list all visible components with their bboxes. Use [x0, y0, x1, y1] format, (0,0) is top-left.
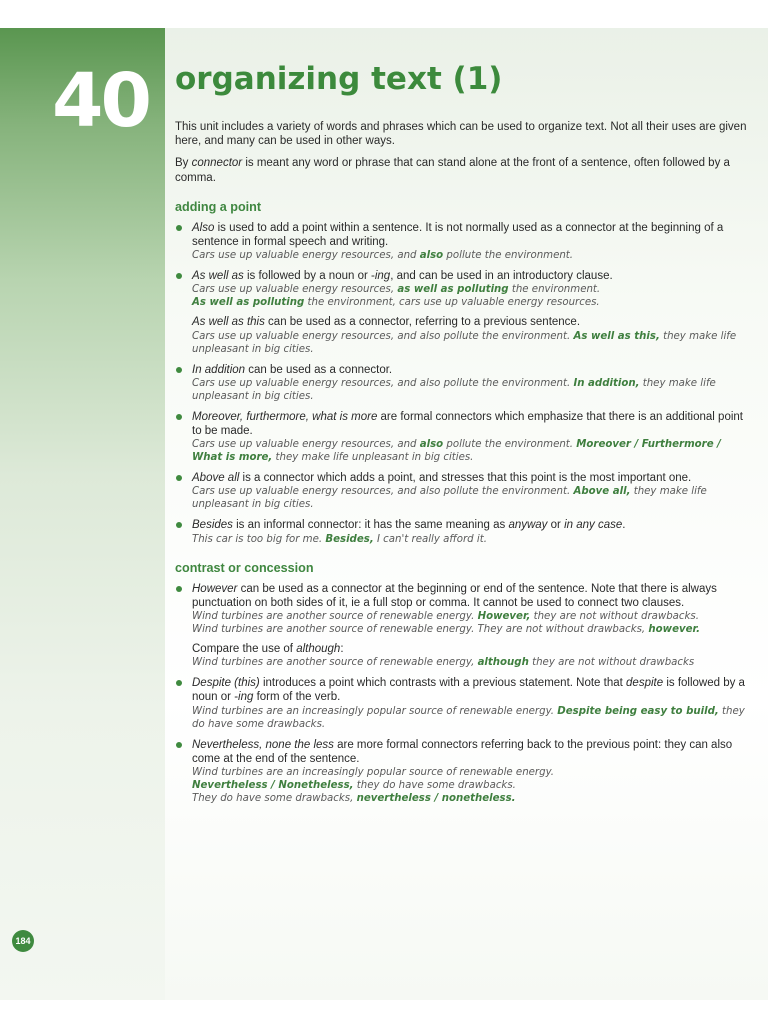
unit-color-band	[0, 28, 165, 1000]
bullet-icon	[176, 742, 182, 748]
example-sentence: Wind turbines are an increasingly popular source of renewable energy. Despite being easy to build, they do have some drawbacks.	[192, 705, 745, 730]
example-sentence: As well as polluting the environment, cars use up valuable energy resources.	[192, 297, 600, 309]
bullet-item	[175, 518, 750, 545]
rule-text: Nevertheless, none the less are more formal connectors referring back to the previous point: they can also come at the end of the sentence.	[192, 738, 733, 765]
bullet-item	[175, 363, 750, 403]
rule-text: Compare the use of although:	[192, 643, 344, 656]
example-sentence: This car is too big for me. Besides, I can't really afford it.	[192, 533, 487, 545]
example-sentence: Wind turbines are an increasingly popular source of renewable energy.	[192, 767, 555, 779]
bullet-icon	[176, 586, 182, 592]
bullet-icon	[176, 225, 182, 231]
example-sentence: Cars use up valuable energy resources, and also pollute the environment.	[192, 250, 574, 262]
rule-text: In addition can be used as a connector.	[192, 363, 393, 376]
example-sentence: Nevertheless / Nonetheless, they do have some drawbacks.	[192, 780, 516, 792]
section-heading: contrast or concession	[175, 560, 314, 575]
bullet-icon	[176, 522, 182, 528]
bullet-list	[175, 582, 750, 805]
bullet-item	[175, 738, 750, 805]
section-heading: adding a point	[175, 199, 262, 214]
bullet-item	[175, 221, 750, 262]
intro-paragraph: This unit includes a variety of words and phrases which can be used to organize text. Not all their uses are given here, and many can be used in other ways.	[175, 121, 747, 148]
intro-paragraph: By connector is meant any word or phrase that can stand alone at the front of a sentence, often followed by a comma.	[175, 157, 730, 184]
example-sentence: Cars use up valuable energy resources, and also pollute the environment. Moreover / Furthermore / What is more, they make life unpleasant in big cities.	[192, 439, 721, 464]
bullet-item	[175, 582, 750, 670]
rule-text: As well as is followed by a noun or -ing, and can be used in an introductory clause.	[192, 270, 613, 283]
top-margin	[0, 0, 768, 28]
bullet-item	[175, 676, 750, 730]
sections-container	[175, 199, 750, 805]
example-sentence: Wind turbines are another source of renewable energy. However, they are not without drawbacks.	[192, 611, 699, 623]
example-sentence: Cars use up valuable energy resources, and also pollute the environment. In addition, they make life unpleasant in big cities.	[192, 377, 716, 402]
bullet-item	[175, 410, 750, 464]
unit-title: organizing text (1)	[175, 61, 503, 97]
rule-text: Also is used to add a point within a sentence. It is not normally used as a connector at the beginning of a sentence in formal speech and writing.	[192, 221, 724, 249]
bullet-item	[175, 471, 750, 511]
rule-text: Moreover, furthermore, what is more are formal connectors which emphasize that there is an additional point to be made.	[192, 410, 743, 438]
bullet-icon	[176, 475, 182, 481]
example-sentence: Cars use up valuable energy resources, and also pollute the environment. As well as this, they make life unpleasant in big cities.	[192, 330, 737, 355]
bullet-icon	[176, 414, 182, 420]
rule-text: However can be used as a connector at the beginning or end of the sentence. Note that there is always punctuation on both sides of it, ie a full stop or comma. It cannot be used to connect two clauses.	[192, 582, 717, 609]
bullet-item	[175, 269, 750, 355]
example-sentence: Wind turbines are another source of renewable energy, although they are not without drawbacks	[192, 657, 695, 669]
bullet-icon	[176, 367, 182, 373]
page-number-badge: 184	[12, 930, 34, 952]
example-sentence: Wind turbines are another source of renewable energy. They are not without drawbacks, however.	[192, 624, 700, 636]
rule-text: Besides is an informal connector: it has the same meaning as anyway or in any case.	[192, 519, 626, 532]
example-sentence: They do have some drawbacks, nevertheless / nonetheless.	[192, 793, 516, 805]
rule-text: Above all is a connector which adds a point, and stresses that this point is the most important one.	[192, 472, 692, 485]
bullet-list	[175, 221, 750, 546]
unit-number: 40	[52, 58, 149, 144]
example-sentence: Cars use up valuable energy resources, as well as polluting the environment.	[192, 284, 601, 296]
rule-text: As well as this can be used as a connector, referring to a previous sentence.	[192, 316, 581, 329]
rule-text: Despite (this) introduces a point which contrasts with a previous statement. Note that despite is followed by a noun or -ing form of the verb.	[192, 677, 745, 704]
bullet-icon	[176, 680, 182, 686]
bullet-icon	[176, 273, 182, 279]
example-sentence: Cars use up valuable energy resources, and also pollute the environment. Above all, they make life unpleasant in big cities.	[192, 486, 707, 511]
unit-content	[175, 120, 750, 812]
